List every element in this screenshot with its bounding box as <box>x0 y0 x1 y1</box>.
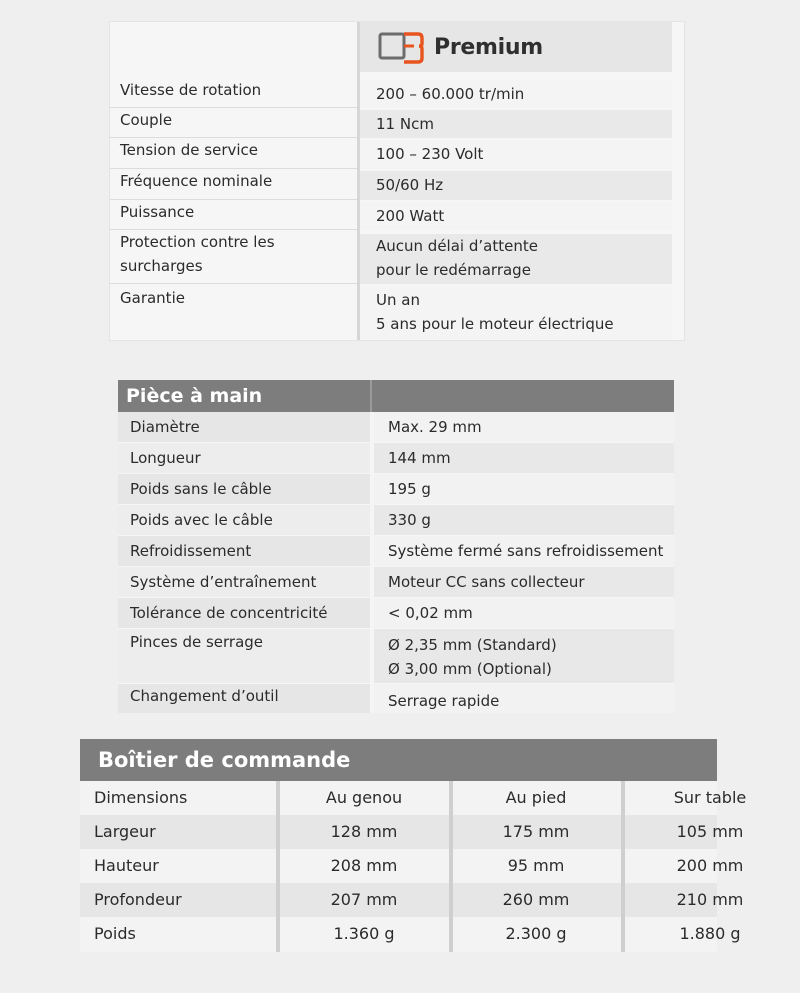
spec-label: Poids avec le câble <box>118 505 370 535</box>
spec-value: 200 – 60.000 tr/min <box>360 80 672 108</box>
spec-value: 50/60 Hz <box>360 171 672 200</box>
spec-value-line: Ø 2,35 mm (Standard) <box>388 636 557 654</box>
spec-label: Longueur <box>118 443 370 473</box>
spec-label: Vitesse de rotation <box>120 81 262 99</box>
table-row <box>118 443 674 473</box>
spec-label: Puissance <box>120 203 195 221</box>
spec-value <box>360 288 672 340</box>
table-cell: 207 mm <box>330 890 398 909</box>
row-label: Largeur <box>94 822 156 841</box>
spec-value: 144 mm <box>374 443 674 473</box>
spec-value: Système fermé sans refroidissement <box>374 536 674 566</box>
table-cell: 128 mm <box>330 822 398 841</box>
premium-spec-table <box>110 22 684 340</box>
spec-value-line: Ø 3,00 mm (Optional) <box>388 660 552 678</box>
spec-value: 330 g <box>374 505 674 535</box>
column-header: Au pied <box>505 788 567 807</box>
spec-label: Garantie <box>120 289 185 307</box>
spec-label: Diamètre <box>118 412 370 442</box>
table-row <box>118 536 674 566</box>
spec-label: Couple <box>120 111 173 129</box>
table-row <box>110 138 672 169</box>
qs-logo-icon <box>378 30 424 64</box>
premium-header <box>360 22 672 72</box>
table-row <box>110 169 672 200</box>
table-row <box>118 684 674 713</box>
table-row <box>118 474 674 504</box>
spec-value: 11 Ncm <box>360 110 672 138</box>
spec-value-line: Aucun délai d’attente <box>376 237 538 255</box>
table-row <box>110 230 672 284</box>
spec-value: 195 g <box>374 474 674 504</box>
table-row <box>118 412 674 442</box>
spec-value: < 0,02 mm <box>374 598 674 628</box>
column-divider <box>276 781 280 952</box>
row-label: Poids <box>94 924 136 943</box>
column-header: Dimensions <box>94 788 188 807</box>
spec-label: Fréquence nominale <box>120 172 273 190</box>
spec-value: Moteur CC sans collecteur <box>374 567 674 597</box>
table-cell: 210 mm <box>676 890 744 909</box>
table-cell: 95 mm <box>507 856 565 875</box>
table-header <box>118 380 674 412</box>
table-cell: 2.300 g <box>505 924 567 943</box>
spec-value: Serrage rapide <box>374 684 674 713</box>
spec-value-line: pour le redémarrage <box>376 261 531 279</box>
spec-label: Poids sans le câble <box>118 474 370 504</box>
spec-value <box>360 234 672 284</box>
table-cell: 1.360 g <box>333 924 395 943</box>
spec-label: Protection contre les surcharges <box>120 233 275 275</box>
table-row <box>110 78 672 108</box>
table-row <box>110 200 672 230</box>
spec-label: Tolérance de concentricité <box>118 598 370 628</box>
row-label: Hauteur <box>94 856 159 875</box>
spec-value: 200 Watt <box>360 202 672 230</box>
table-row <box>118 567 674 597</box>
control-box-table <box>80 739 747 952</box>
column-header: Au genou <box>325 788 403 807</box>
table-cell: 105 mm <box>676 822 744 841</box>
column-divider <box>621 781 625 952</box>
handpiece-spec-table <box>118 380 674 713</box>
table-cell: 1.880 g <box>679 924 741 943</box>
table-cell: 175 mm <box>502 822 570 841</box>
spec-label: Changement d’outil <box>118 684 370 713</box>
spec-label: Refroidissement <box>118 536 370 566</box>
table-cell: 200 mm <box>676 856 744 875</box>
table-row <box>118 598 674 628</box>
spec-value-line: 5 ans pour le moteur électrique <box>376 315 614 333</box>
premium-title: Premium <box>434 34 543 60</box>
table-row <box>118 505 674 535</box>
spec-value-line: Un an <box>376 291 420 309</box>
spec-value <box>374 629 674 683</box>
table-title: Boîtier de commande <box>80 739 717 781</box>
table-title: Pièce à main <box>126 385 263 407</box>
table-row <box>110 284 672 340</box>
table-row <box>110 108 672 138</box>
spec-label: Système d’entraînement <box>118 567 370 597</box>
row-label: Profondeur <box>94 890 182 909</box>
column-header: Sur table <box>673 788 747 807</box>
spec-label: Pinces de serrage <box>118 629 370 683</box>
table-row <box>118 629 674 683</box>
spec-value: 100 – 230 Volt <box>360 140 672 169</box>
spec-value: Max. 29 mm <box>374 412 674 442</box>
column-divider <box>449 781 453 952</box>
table-cell: 208 mm <box>330 856 398 875</box>
table-cell: 260 mm <box>502 890 570 909</box>
spec-label: Tension de service <box>120 141 259 159</box>
